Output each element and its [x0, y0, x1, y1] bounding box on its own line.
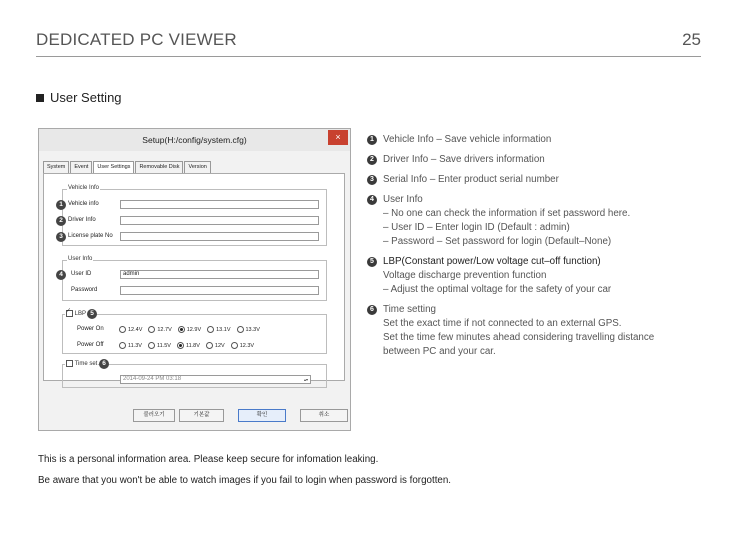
desc-user-info-title: User Info [383, 194, 423, 205]
power-on-option[interactable]: 13.3V [237, 326, 260, 333]
desc-badge-1: 1 [367, 135, 377, 145]
power-off-option[interactable]: 12V [206, 342, 225, 349]
user-info-group [59, 256, 327, 301]
tab-strip [43, 161, 212, 173]
lbp-label: LBP [74, 311, 87, 318]
footer-note: Be aware that you won't be able to watch images if you fail to login when password is forgotten. [38, 475, 452, 486]
badge-1: 1 [56, 200, 66, 210]
vehicle-info-input[interactable] [120, 200, 319, 209]
power-off-option[interactable]: 12.3V [231, 342, 254, 349]
desc-vehicle-info: Vehicle Info – Save vehicle information [383, 134, 552, 145]
desc-time-line: Set the time few minutes ahead considering travelling distance [383, 332, 655, 343]
time-set-checkbox[interactable] [66, 360, 73, 367]
power-on-option[interactable]: 12.4V [119, 326, 142, 333]
badge-3: 3 [56, 232, 66, 242]
license-plate-input[interactable] [120, 232, 319, 241]
dialog-title-bar [39, 129, 350, 151]
user-id-label: User ID [71, 271, 92, 277]
power-off-label: Power Off [77, 342, 104, 348]
time-set-label: Time set [74, 361, 98, 368]
desc-user-info-line: – No one can check the information if set password here. [383, 208, 631, 219]
desc-lbp-line: Voltage discharge prevention function [383, 270, 547, 281]
ok-button[interactable]: 확인 [238, 409, 286, 422]
vehicle-info-group-label: Vehicle Info [68, 185, 100, 191]
desc-serial-info: Serial Info – Enter product serial number [383, 174, 559, 185]
badge-6: 6 [99, 359, 109, 369]
driver-info-input[interactable] [120, 216, 319, 225]
load-button[interactable]: 불러오기 [133, 409, 175, 422]
desc-user-info-line: – Password – Set password for login (Default–None) [383, 236, 612, 247]
tab-system[interactable]: System [43, 161, 69, 173]
password-label: Password [71, 287, 98, 293]
user-info-group-label: User Info [68, 256, 93, 262]
time-set-group [62, 360, 327, 388]
desc-time-title: Time setting [383, 304, 436, 315]
desc-badge-5: 5 [367, 257, 377, 267]
vehicle-info-group [59, 185, 327, 246]
page-number: 25 [682, 30, 701, 49]
header-divider [36, 56, 701, 57]
time-input[interactable]: 2014-09-24 PM 03:18 ▴▾ [120, 375, 311, 384]
dialog-title: Setup(H:/config/system.cfg) [142, 135, 247, 145]
desc-badge-2: 2 [367, 155, 377, 165]
user-id-input[interactable]: admin [120, 270, 319, 279]
section-heading [36, 90, 122, 105]
square-bullet-icon [36, 94, 44, 102]
tab-removable-disk[interactable]: Removable Disk [135, 161, 183, 173]
time-set-group-label [65, 360, 98, 367]
power-on-options [119, 326, 260, 333]
power-on-option[interactable]: 12.9V [178, 326, 201, 333]
user-settings-panel [43, 173, 345, 381]
power-off-option[interactable]: 11.5V [148, 342, 171, 349]
tab-user-settings[interactable]: User Settings [93, 161, 134, 173]
badge-4: 4 [56, 270, 66, 280]
power-on-option[interactable]: 12.7V [148, 326, 171, 333]
page-header-title: DEDICATED PC VIEWER [36, 30, 237, 49]
desc-badge-6: 6 [367, 305, 377, 315]
power-off-option[interactable]: 11.8V [177, 342, 200, 349]
license-plate-label: License plate No [68, 233, 113, 239]
desc-badge-3: 3 [367, 175, 377, 185]
close-icon[interactable]: × [328, 130, 348, 145]
desc-driver-info: Driver Info – Save drivers information [383, 154, 545, 165]
desc-time-line: between PC and your car. [383, 346, 496, 357]
driver-info-label: Driver Info [68, 217, 96, 223]
desc-lbp-line: – Adjust the optimal voltage for the safety of your car [383, 284, 612, 295]
password-input[interactable] [120, 286, 319, 295]
cancel-button[interactable]: 취소 [300, 409, 348, 422]
power-off-options [119, 342, 254, 349]
default-button[interactable]: 기본값 [179, 409, 224, 422]
power-on-option[interactable]: 13.1V [207, 326, 230, 333]
lbp-group [62, 310, 327, 354]
lbp-group-label [65, 310, 87, 317]
badge-5: 5 [87, 309, 97, 319]
power-off-option[interactable]: 11.3V [119, 342, 142, 349]
tab-version[interactable]: Version [184, 161, 210, 173]
lbp-checkbox[interactable] [66, 310, 73, 317]
spinner-icon[interactable]: ▴▾ [304, 377, 309, 382]
badge-2: 2 [56, 216, 66, 226]
desc-badge-4: 4 [367, 195, 377, 205]
vehicle-info-label: Vehicle info [68, 201, 99, 207]
desc-user-info-line: – User ID – Enter login ID (Default : admin) [383, 222, 570, 233]
footer-note: This is a personal information area. Please keep secure for infomation leaking. [38, 454, 379, 465]
power-on-label: Power On [77, 326, 104, 332]
desc-lbp-title: LBP(Constant power/Low voltage cut–off function) [383, 256, 601, 267]
desc-time-line: Set the exact time if not connected to an external GPS. [383, 318, 622, 329]
setup-dialog [38, 128, 351, 431]
section-title: User Setting [50, 90, 122, 105]
tab-event[interactable]: Event [70, 161, 92, 173]
